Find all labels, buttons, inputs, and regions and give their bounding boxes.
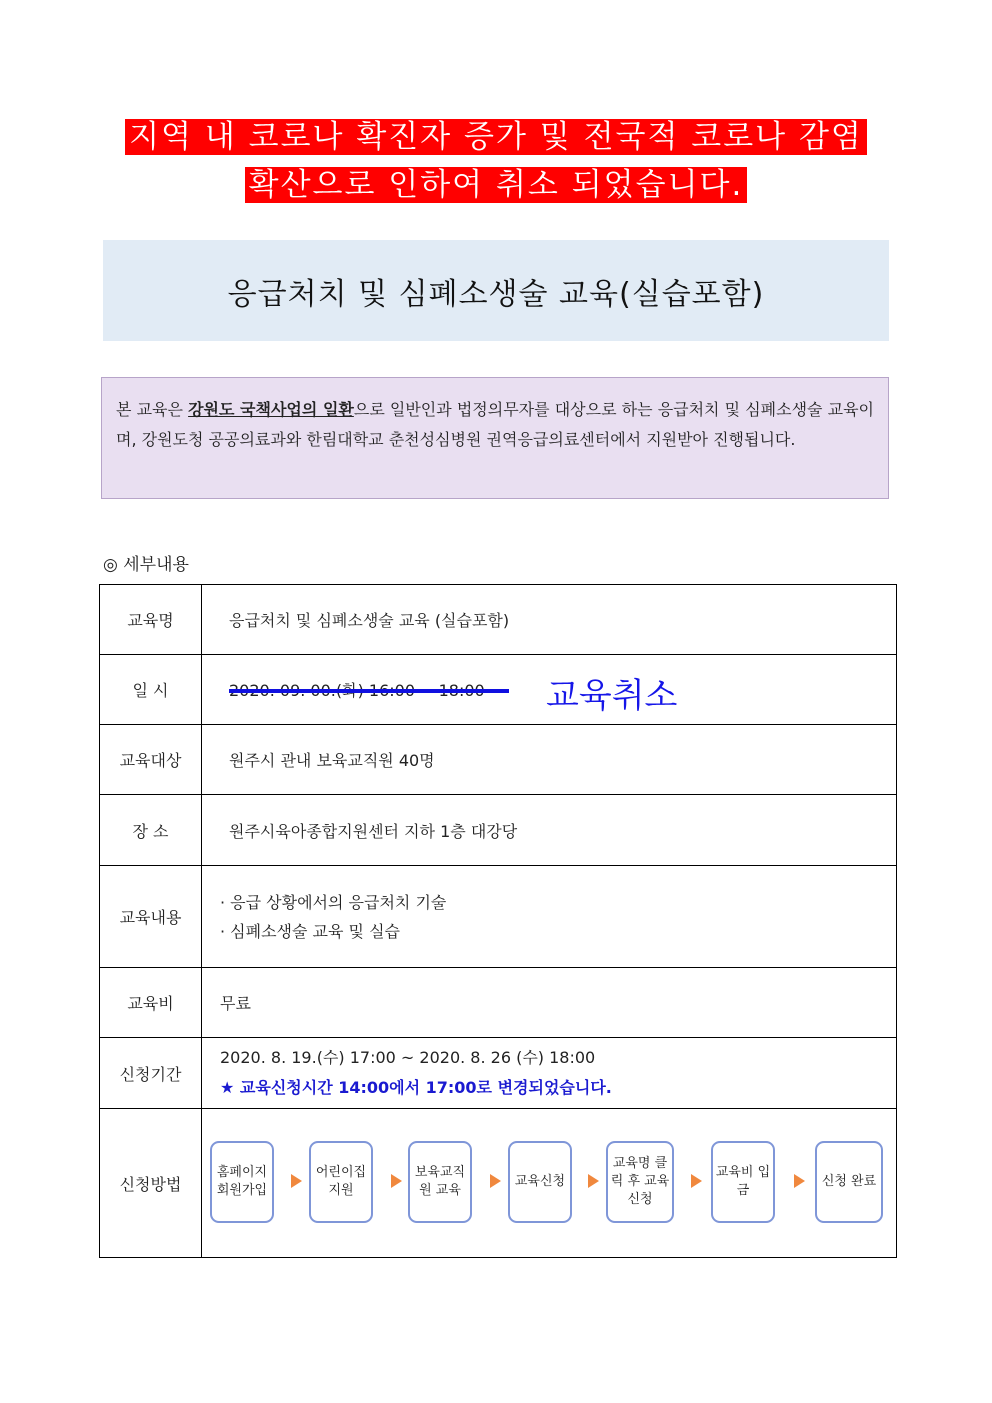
- date-value-struck: [229, 678, 485, 701]
- content-value: [202, 866, 897, 968]
- section-label: ◎ 세부내용: [103, 555, 189, 575]
- detail-table: [99, 584, 897, 1258]
- table-row: [100, 585, 897, 655]
- application-flow: [202, 1109, 896, 1257]
- arrow-right-icon: [490, 1174, 501, 1188]
- flow-step: 교육비 입금: [711, 1141, 775, 1223]
- title-banner: [103, 240, 889, 341]
- intro-highlight: 강원도 국책사업의 일환: [188, 400, 354, 419]
- name-value: 응급처치 및 심폐소생술 교육 (실습포함): [202, 585, 897, 655]
- fee-value: 무료: [202, 968, 897, 1038]
- target-label: 교육대상: [100, 725, 202, 795]
- content-label: 교육내용: [100, 866, 202, 968]
- page-title: 응급처치 및 심폐소생술 교육(실습포함): [227, 276, 765, 312]
- arrow-right-icon: [291, 1174, 302, 1188]
- intro-text-start: 본 교육은: [116, 400, 189, 419]
- table-row: [100, 1038, 897, 1109]
- content-item: · 심폐소생술 교육 및 실습: [220, 921, 400, 941]
- place-label: 장 소: [100, 795, 202, 866]
- flow-step: 어린이집 지원: [309, 1141, 373, 1223]
- flow-step: 신청 완료: [815, 1141, 883, 1223]
- period-value: [202, 1038, 897, 1109]
- strikethrough-line: [229, 689, 509, 693]
- period-dates: 2020. 8. 19.(수) 17:00 ~ 2020. 8. 26 (수) 18:00: [220, 1048, 596, 1067]
- content-item: · 응급 상황에서의 응급처치 기술: [220, 892, 447, 912]
- table-row: [100, 1109, 897, 1258]
- table-row: [100, 968, 897, 1038]
- arrow-right-icon: [588, 1174, 599, 1188]
- name-label: 교육명: [100, 585, 202, 655]
- cancel-notice-line-2: 확산으로 인하여 취소 되었습니다.: [0, 165, 992, 205]
- arrow-right-icon: [794, 1174, 805, 1188]
- flow-step: 교육명 클릭 후 교육신청: [606, 1141, 674, 1223]
- cancel-notice-line-1: 지역 내 코로나 확진자 증가 및 전국적 코로나 감염: [0, 117, 992, 157]
- date-label: 일 시: [100, 655, 202, 725]
- table-row: [100, 655, 897, 725]
- arrow-right-icon: [391, 1174, 402, 1188]
- table-row: [100, 866, 897, 968]
- method-flow-cell: [202, 1109, 897, 1258]
- intro-text-rest: 으로 일반인과 법정의무자를 대상으로 하는 응급처치 및 심폐소생술 교육이며, 강원도청 공공의료과와 한림대학교 춘천성심병원 권역응급의료센터에서 지원받아 진행됩니다.: [116, 400, 874, 449]
- intro-box: [101, 377, 889, 499]
- period-label: 신청기간: [100, 1038, 202, 1109]
- place-value: 원주시육아종합지원센터 지하 1층 대강당: [202, 795, 897, 866]
- fee-label: 교육비: [100, 968, 202, 1038]
- cancel-label: 교육취소: [546, 676, 678, 716]
- flow-step: 보육교직원 교육: [408, 1141, 472, 1223]
- arrow-right-icon: [691, 1174, 702, 1188]
- period-change-note: ★ 교육신청시간 14:00에서 17:00로 변경되었습니다.: [220, 1078, 612, 1097]
- flow-step: 홈페이지 회원가입: [210, 1141, 274, 1223]
- target-value: 원주시 관내 보육교직원 40명: [202, 725, 897, 795]
- flow-step: 교육신청: [508, 1141, 572, 1223]
- table-row: [100, 795, 897, 866]
- table-row: [100, 725, 897, 795]
- method-label: 신청방법: [100, 1109, 202, 1258]
